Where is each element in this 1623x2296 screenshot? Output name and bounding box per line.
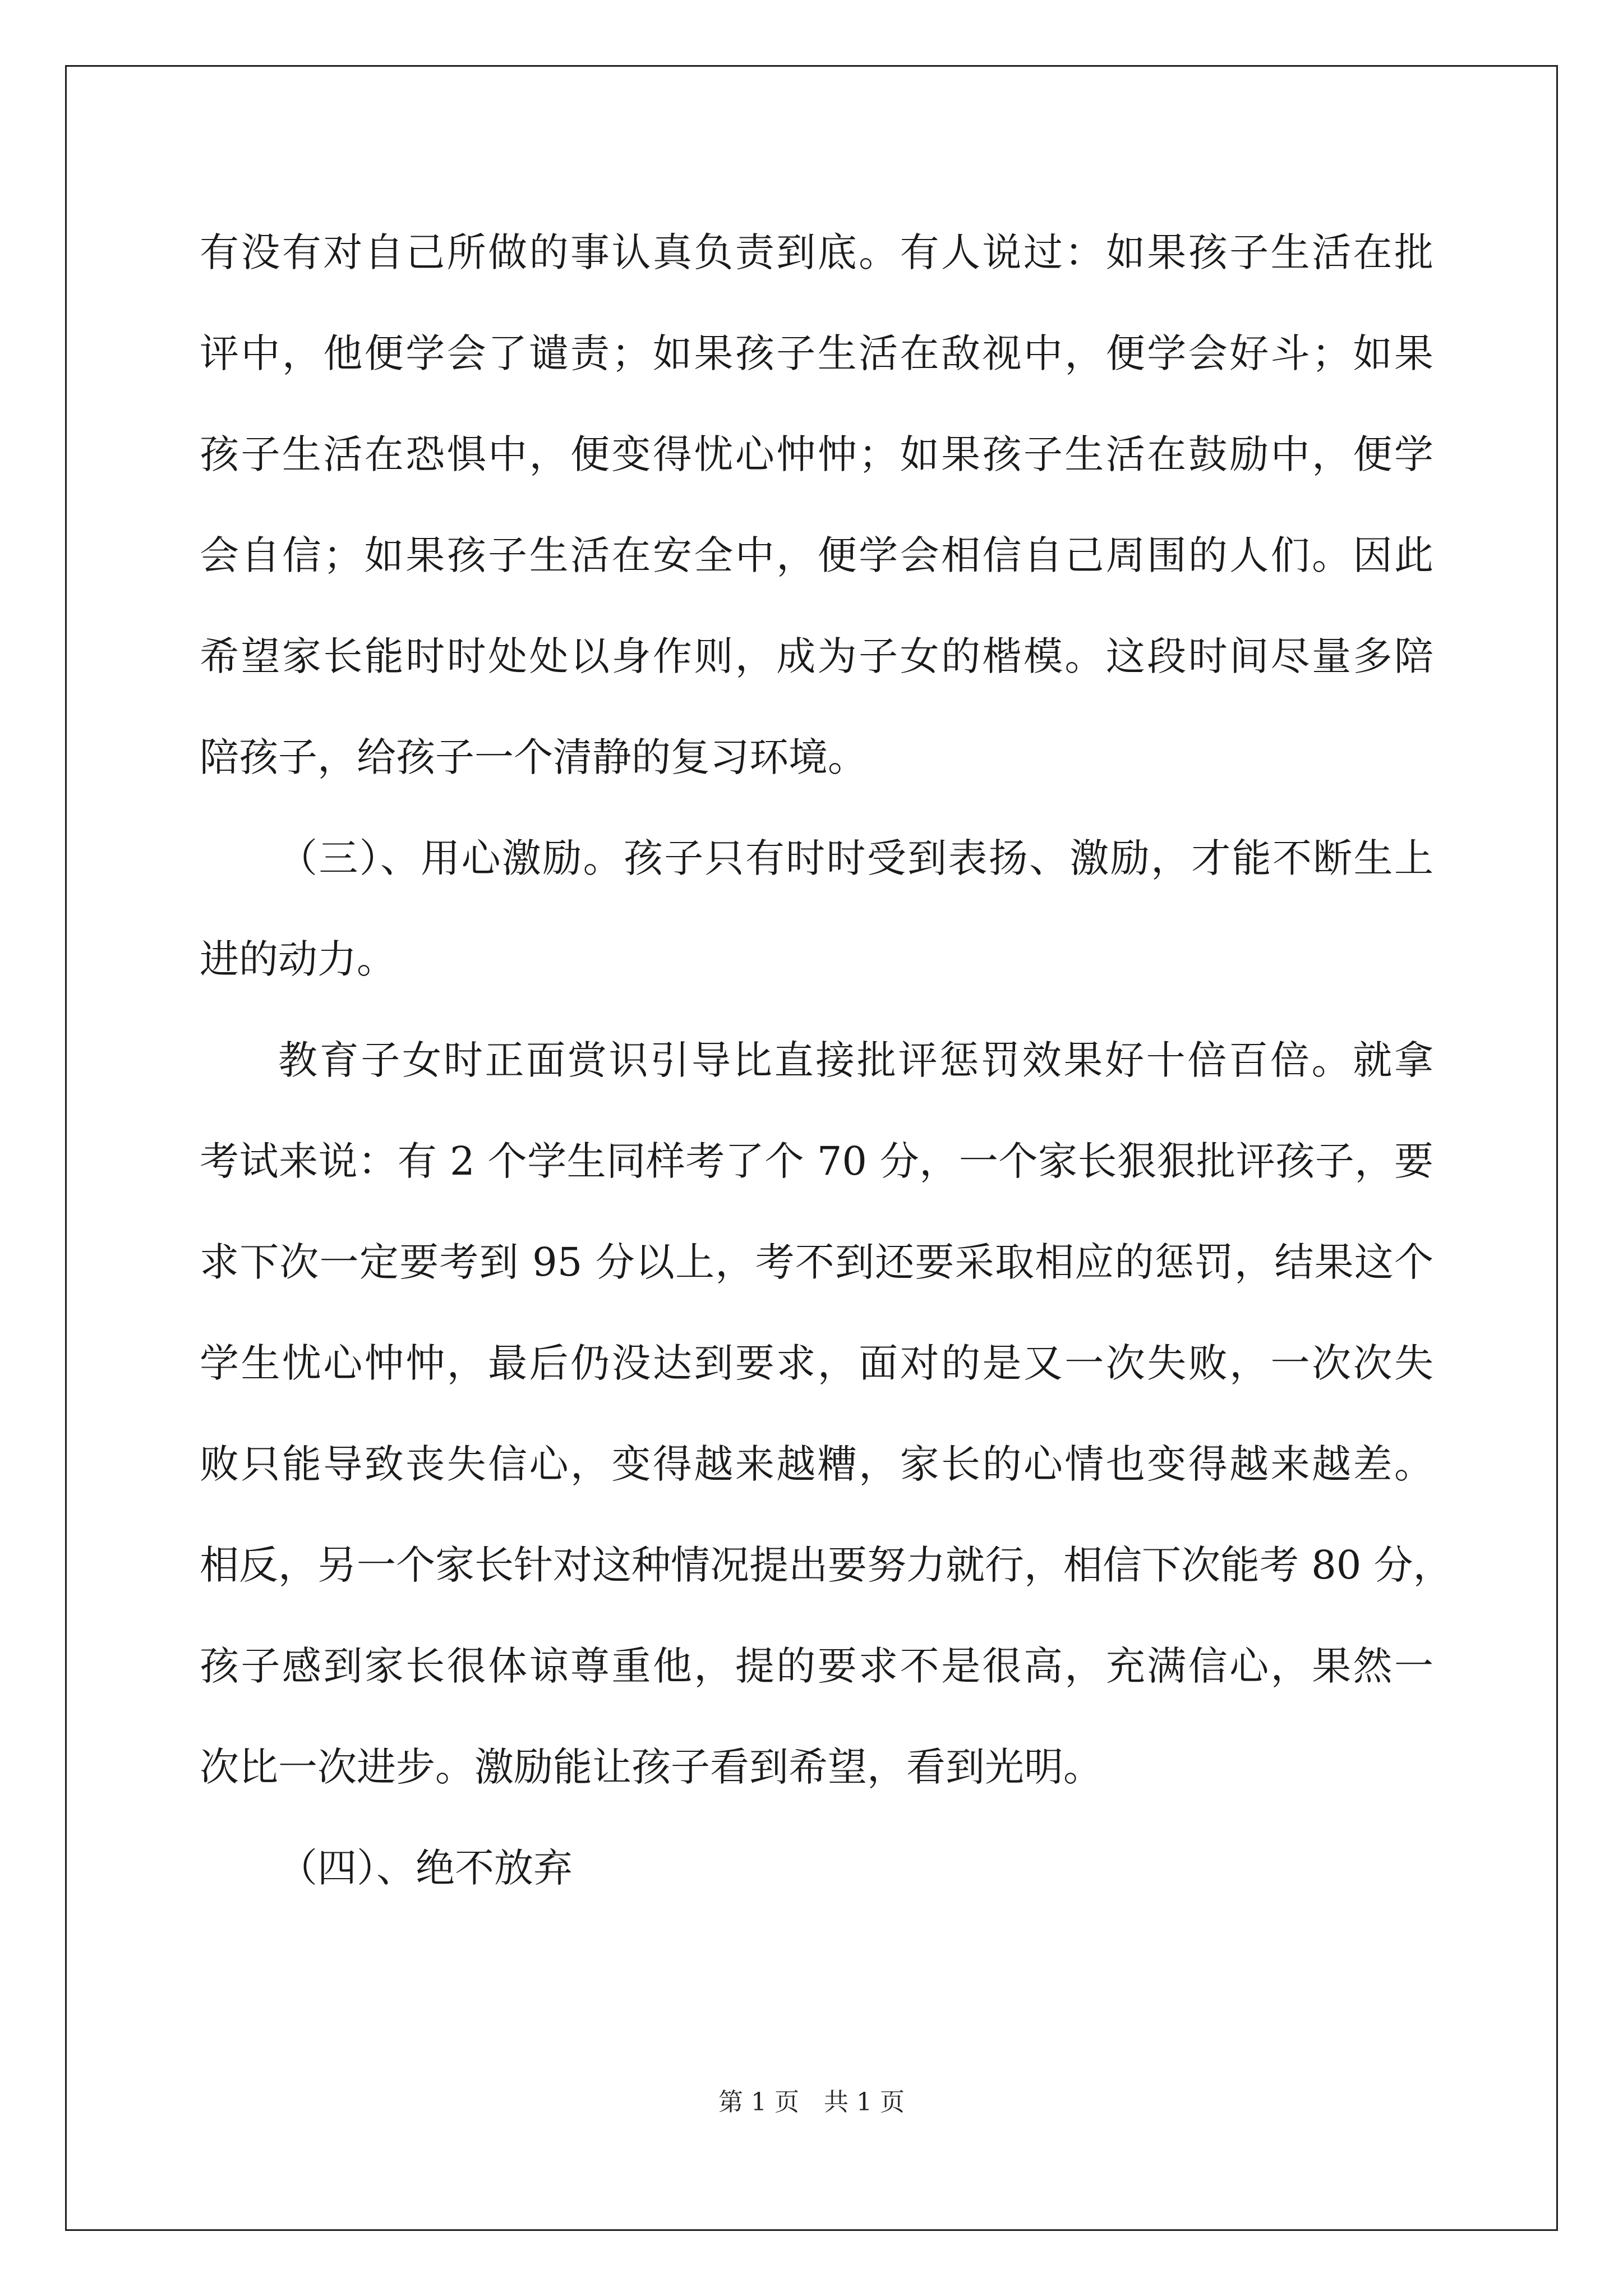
body-text-line: 评中，他便学会了谴责；如果孩子生活在敌视中，便学会好斗；如果 <box>200 330 1433 376</box>
body-text-line: 考试来说：有 2 个学生同样考了个 70 分，一个家长狠狠批评孩子，要 <box>200 1138 1433 1184</box>
body-text-line: 相反，另一个家长针对这种情况提出要努力就行，相信下次能考 80 分， <box>200 1542 1453 1588</box>
body-text-line: 陪孩子，给孩子一个清静的复习环境。 <box>200 734 867 780</box>
body-text-line: 孩子生活在恐惧中，便变得忧心忡忡；如果孩子生活在鼓励中，便学 <box>200 431 1433 477</box>
body-text-line: 希望家长能时时处处以身作则，成为子女的楷模。这段时间尽量多陪 <box>200 633 1433 679</box>
body-text-line: 败只能导致丧失信心，变得越来越糟，家长的心情也变得越来越差。 <box>200 1441 1433 1487</box>
body-text-line: 孩子感到家长很体谅尊重他，提的要求不是很高，充满信心，果然一 <box>200 1643 1433 1689</box>
body-text-line: 有没有对自己所做的事认真负责到底。有人说过：如果孩子生活在批 <box>200 229 1433 275</box>
body-text-line: 会自信；如果孩子生活在安全中，便学会相信自己周围的人们。因此 <box>200 532 1433 578</box>
body-text-line: 进的动力。 <box>200 936 396 982</box>
body-text-line: 学生忧心忡忡，最后仍没达到要求，面对的是又一次失败，一次次失 <box>200 1340 1433 1386</box>
body-text-line: 求下次一定要考到 95 分以上，考不到还要采取相应的惩罚，结果这个 <box>200 1239 1433 1285</box>
body-text-line: 教育子女时正面赏识引导比直接批评惩罚效果好十倍百倍。就拿 <box>278 1037 1433 1083</box>
body-text-line: 次比一次进步。激励能让孩子看到希望，看到光明。 <box>200 1744 1103 1790</box>
section-heading-line: （四）、绝不放弃 <box>278 1845 573 1891</box>
page-number-footer: 第 1 页 共 1 页 <box>718 2088 905 2116</box>
section-heading-line: （三）、用心激励。孩子只有时时受到表扬、激励，才能不断生上 <box>278 835 1433 881</box>
